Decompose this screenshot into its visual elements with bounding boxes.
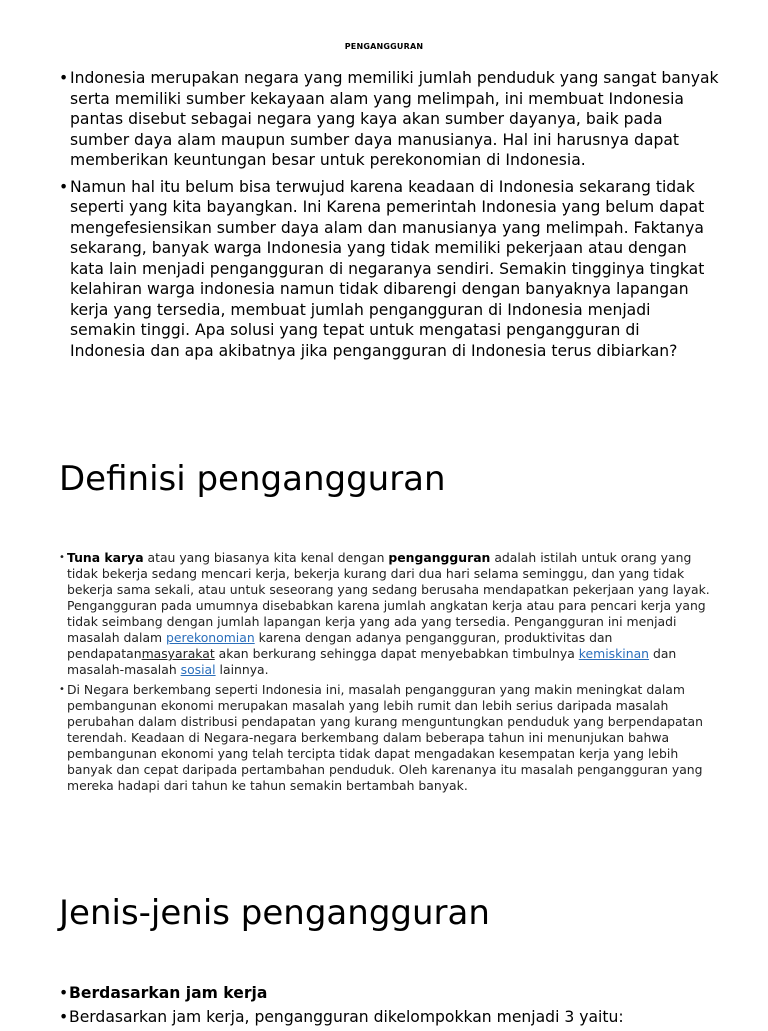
page-header-title: PENGANGGURAN (344, 42, 424, 51)
list-item: • Di Negara berkembang seperti Indonesia ini, masalah pengangguran yang makin meningkat dalam pembangunan ekonomi merupakan masalah yang lebih rumit dan lebih serius daripada masalah perubahan dalam distribusi pendapatan yang kurang menguntungkan penduduk yang berpendapatan terendah. Keadaan di Negara-negara berkembang dalam beberapa tahun ini menunjukan bahwa pembangunan ekonomi yang telah tercipta tidak dapat mengadakan kesempatan kerja yang lebih banyak dan cepat daripada pertambahan penduduk. Oleh karenanya itu masalah pengangguran yang mereka hadapi dari tahun ke tahun semakin bertambah banyak. (59, 682, 719, 794)
subheading-jam-kerja: Berdasarkan jam kerja (69, 984, 268, 1002)
text-span: dan masalah-masalah (67, 646, 677, 677)
text-span: atau yang biasanya kita kenal dengan (143, 550, 389, 565)
text-span: adalah istilah untuk orang yang tidak bekerja sedang mencari kerja, bekerja kurang dari dua hari selama seminggu, dan yang tidak bekerja sama sekali, atau untuk seseorang yang sedang berusaha mendapatkan pekerjaan yang layak. Pengangguran pada umumnya disebabkan karena jumlah angkatan kerja atau para pencari kerja yang tidak seimbang dengan jumlah lapangan kerja yang ada yang tersedia. Pengangguran ini menjadi masalah dalam (67, 550, 710, 645)
term-tuna-karya: Tuna karya (67, 550, 144, 565)
text-span: lainnya. (215, 662, 269, 677)
link-sosial[interactable]: sosial (180, 662, 216, 677)
link-kemiskinan[interactable]: kemiskinan (578, 646, 650, 661)
link-perekonomian[interactable]: perekonomian (166, 630, 255, 645)
list-item: • Indonesia merupakan negara yang memiliki jumlah penduduk yang sangat banyak serta memiliki sumber kekayaan alam yang melimpah, ini membuat Indonesia pantas disebut sebagai negara yang kaya akan sumber dayanya, baik pada sumber daya alam maupun sumber daya manusianya. Hal ini harusnya dapat memberikan keuntungan besar untuk perekonomian di Indonesia. (59, 68, 719, 171)
link-masyarakat[interactable]: masyarakat (141, 646, 215, 661)
intro-bullet-list (59, 68, 719, 367)
definisi-bullet-list (59, 550, 719, 798)
list-item: • Berdasarkan jam kerja, pengangguran dikelompokkan menjadi 3 yaitu: (59, 1007, 719, 1028)
list-item: • Namun hal itu belum bisa terwujud karena keadaan di Indonesia sekarang tidak seperti yang kita bayangkan. Ini Karena pemerintah Indonesia yang belum dapat mengefesiensikan sumber daya alam dan manusianya yang melimpah. Faktanya sekarang, banyak warga Indonesia yang tidak memiliki pekerjaan atau dengan kata lain menjadi pengangguran di negaranya sendiri. Semakin tingginya tingkat kelahiran warga indonesia namun tidak dibarengi dengan banyaknya lapangan kerja yang tersedia, membuat jumlah pengangguran di Indonesia menjadi semakin tinggi. Apa solusi yang tepat untuk mengatasi pengangguran di Indonesia dan apa akibatnya jika pengangguran di Indonesia terus dibiarkan? (59, 177, 719, 362)
list-item (59, 550, 719, 678)
term-pengangguran: pengangguran (388, 550, 491, 565)
list-item (59, 983, 719, 1004)
section-heading-definisi: Definisi pengangguran (59, 459, 446, 499)
text-span: karena dengan adanya pengangguran, produktivitas dan pendapatan (67, 630, 613, 661)
section-heading-jenis: Jenis-jenis pengangguran (59, 893, 490, 933)
text-span: akan berkurang sehingga dapat menyebabkan timbulnya (214, 646, 579, 661)
